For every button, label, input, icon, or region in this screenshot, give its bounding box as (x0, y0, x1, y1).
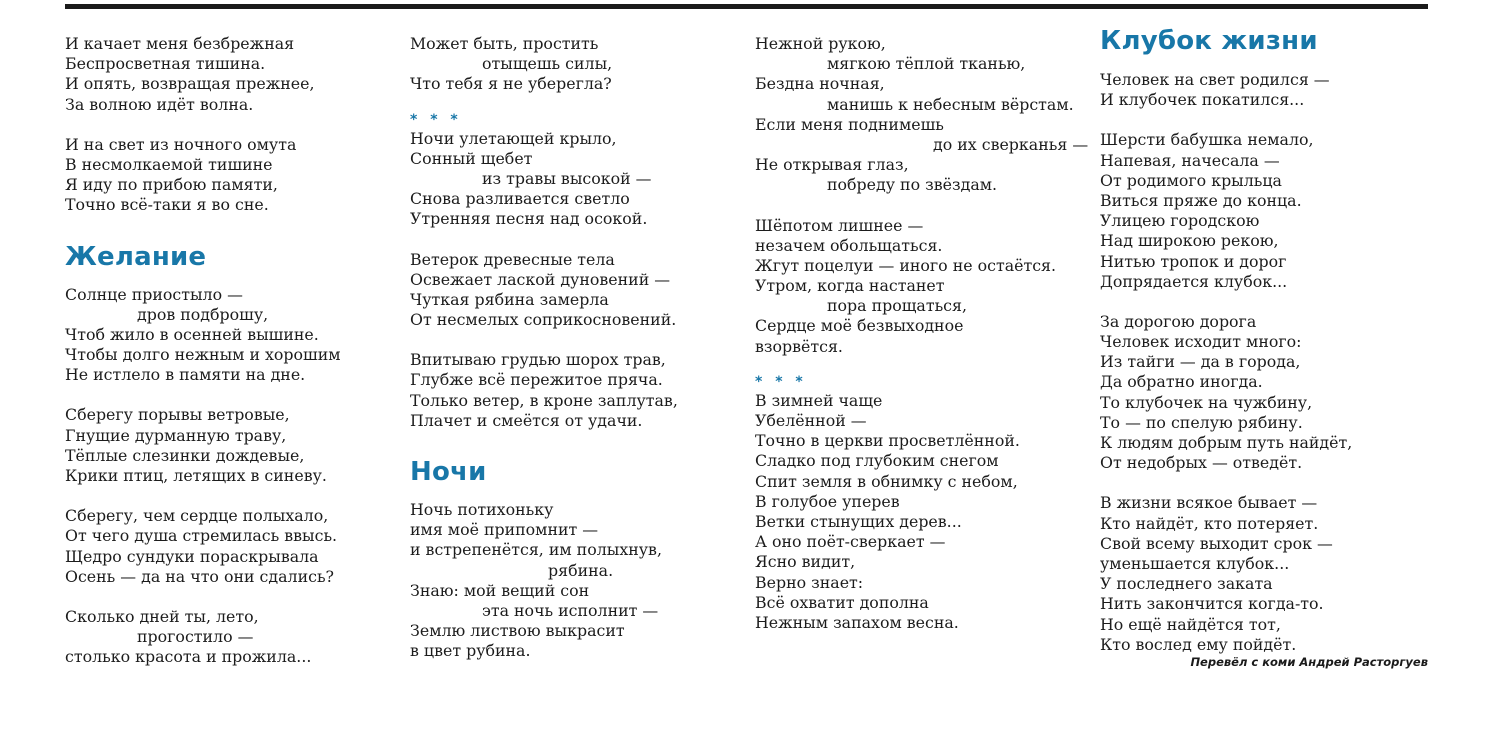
stanza (65, 135, 385, 216)
verse-line: Сердце моё безвыходное (755, 316, 964, 336)
verse-line: отыщешь силы, (482, 54, 613, 74)
verse-line: Тёплые слезинки дождевые, (65, 445, 305, 465)
stanza (410, 250, 730, 331)
verse-line: Землю листвою выкрасит (410, 621, 625, 641)
verse-line: прогостило — (137, 627, 254, 647)
verse-line: мягкою тёплой тканью, (827, 54, 1026, 74)
verse-line: Глубже всё пережитое пряча. (410, 370, 663, 390)
stanza (65, 405, 385, 486)
verse-line: столько красота и прожила... (65, 647, 312, 667)
verse-line: За волною идёт волна. (65, 94, 254, 114)
poem-column-1 (65, 34, 385, 668)
verse-line: Гнущие дурманную траву, (65, 425, 287, 445)
verse-line: В голубое уперев (755, 491, 900, 511)
verse-line: И качает меня безбрежная (65, 34, 295, 53)
verse-line: Освежает лаской дуновений — (410, 269, 671, 289)
verse-line: Допрядается клубок... (1100, 271, 1288, 291)
verse-line: Ночи улетающей крыло, (410, 128, 617, 148)
verse-line: пора прощаться, (827, 296, 968, 316)
stanza (755, 34, 1090, 196)
verse-line: И на свет из ночного омута (65, 134, 297, 154)
poem-title-klubok-zhizni: Клубок жизни (1100, 26, 1318, 56)
poem-title-nochi: Ночи (410, 457, 487, 487)
verse-line: От несмелых соприкосновений. (410, 310, 677, 330)
verse-line: Не открывая глаз, (755, 155, 909, 175)
stanza (410, 350, 730, 431)
verse-line: Не истлело в памяти на дне. (65, 365, 306, 385)
verse-line: Утренняя песня над осокой. (410, 209, 648, 229)
verse-line: Кто вослед ему пойдёт. (1100, 634, 1297, 654)
verse-line: Всё охватит дополна (755, 592, 929, 612)
verse-line: Только ветер, в кроне заплутав, (410, 390, 678, 410)
verse-line: до их сверканья — (933, 134, 1089, 154)
verse-line: От чего душа стремилась ввысь. (65, 526, 338, 546)
stanza (410, 129, 730, 230)
verse-line: Напевая, начесала — (1100, 150, 1280, 170)
top-rule (65, 4, 1428, 9)
verse-line: То клубочек на чужбину, (1100, 392, 1313, 412)
stanza (1100, 130, 1430, 292)
stanza (65, 506, 385, 587)
poem-title-zhelanie: Желание (65, 241, 207, 272)
verse-line: имя моё припомнит — (410, 520, 599, 540)
verse-line: То — по спелую рябину. (1100, 412, 1303, 432)
poem-column-4 (1100, 26, 1430, 655)
verse-line: Убелённой — (755, 411, 867, 430)
verse-line: Чтобы долго нежным и хорошим (65, 345, 341, 365)
verse-line: Верно знает: (755, 572, 864, 592)
verse-line: из травы высокой — (482, 168, 652, 188)
verse-line: А оно поёт-сверкает — (755, 532, 946, 552)
verse-line: Человек исходит много: (1100, 332, 1302, 352)
verse-line: В зимней чаще (755, 390, 883, 410)
verse-line: Кто найдёт, кто потеряет. (1100, 513, 1319, 533)
stanza (1100, 493, 1430, 655)
verse-line: Сколько дней ты, лето, (65, 606, 259, 626)
verse-line: Шёпотом лишнее — (755, 215, 924, 235)
verse-line: Что тебя я не уберегла? (410, 74, 612, 94)
verse-line: Щедро сундуки пораскрывала (65, 546, 319, 566)
verse-line: От недобрых — отведёт. (1100, 453, 1303, 473)
verse-line: В жизни всякое бывает — (1100, 493, 1318, 513)
verse-line: К людям добрым путь найдёт, (1100, 433, 1353, 452)
verse-line: Сберегу порывы ветровые, (65, 405, 290, 425)
verse-line: Крики птиц, летящих в синеву. (65, 466, 327, 485)
poem-column-2 (410, 34, 730, 662)
verse-line: В несмолкаемой тишине (65, 154, 273, 174)
verse-line: Знаю: мой вещий сон (410, 580, 590, 600)
verse-line: Солнце приостыло — (65, 284, 243, 304)
verse-line: Свой всему выходит срок — (1100, 533, 1333, 553)
verse-line: Ветерок древесные тела (410, 249, 615, 269)
verse-line: Если меня поднимешь (755, 114, 944, 134)
verse-line: Бездна ночная, (755, 74, 885, 94)
verse-line: Утром, когда настанет (755, 276, 945, 296)
verse-line: Над широкою рекою, (1100, 231, 1279, 251)
verse-line: Точно в церкви просветлённой. (755, 431, 1020, 451)
stanza (65, 285, 385, 386)
stanza (65, 34, 385, 115)
verse-line: Нитью тропок и дорог (1100, 251, 1287, 271)
verse-line: У последнего заката (1100, 574, 1273, 594)
verse-line: Плачет и смеётся от удачи. (410, 410, 643, 430)
stanza (410, 500, 730, 662)
verse-line: Чтоб жило в осенней вышине. (65, 324, 319, 344)
verse-line: дров подброшу, (137, 304, 269, 324)
verse-line: Может быть, простить (410, 34, 599, 53)
verse-line: От родимого крыльца (1100, 170, 1282, 190)
poem-column-3 (755, 34, 1090, 633)
verse-line: И клубочек покатился... (1100, 90, 1305, 110)
section-divider-stars: * * * (410, 111, 462, 128)
stanza (1100, 312, 1430, 474)
verse-line: Человек на свет родился — (1100, 70, 1330, 89)
verse-line: незачем обольщаться. (755, 235, 943, 255)
verse-line: уменьшается клубок... (1100, 553, 1290, 573)
verse-line: Ясно видит, (755, 552, 856, 572)
verse-line: побреду по звёздам. (827, 175, 998, 195)
verse-line: Сонный щебет (410, 148, 533, 168)
verse-line: Ветки стынущих дерев... (755, 511, 962, 531)
section-divider-stars: * * * (755, 373, 807, 390)
verse-line: Нежной рукою, (755, 34, 886, 53)
verse-line: взорвётся. (755, 336, 843, 356)
verse-line: Ночь потихоньку (410, 500, 554, 519)
verse-line: Но ещё найдётся тот, (1100, 614, 1281, 634)
stanza (755, 216, 1090, 357)
verse-line: манишь к небесным вёрстам. (827, 94, 1074, 114)
stanza (755, 391, 1090, 633)
verse-line: Осень — да на что они сдались? (65, 566, 335, 586)
verse-line: Сберегу, чем сердце полыхало, (65, 506, 329, 526)
verse-line: Жгут поцелуи — иного не остаётся. (755, 255, 1057, 275)
verse-line: и встрепенётся, им полыхнув, (410, 540, 662, 560)
verse-line: Улицею городскою (1100, 211, 1260, 231)
stanza (1100, 70, 1430, 110)
verse-line: Да обратно иногда. (1100, 372, 1263, 392)
stanza (410, 34, 730, 95)
verse-line: Снова разливается светло (410, 189, 630, 209)
verse-line: Шерсти бабушка немало, (1100, 130, 1314, 150)
verse-line: Впитываю грудью шорох трав, (410, 350, 666, 370)
stanza (65, 607, 385, 668)
verse-line: Спит земля в обнимку с небом, (755, 471, 1018, 491)
verse-line: в цвет рубина. (410, 641, 531, 661)
verse-line: Нить закончится когда-то. (1100, 594, 1324, 614)
verse-line: Точно всё-таки я во сне. (65, 195, 269, 215)
verse-line: За дорогою дорога (1100, 311, 1257, 331)
verse-line: эта ночь исполнит — (482, 600, 659, 620)
verse-line: рябина. (548, 560, 614, 580)
verse-line: Нежным запахом весна. (755, 612, 959, 632)
translator-credit: Перевёл с коми Андрей Расторгуев (1190, 655, 1428, 669)
verse-line: Из тайги — да в города, (1100, 352, 1301, 372)
verse-line: Сладко под глубоким снегом (755, 451, 999, 471)
verse-line: Виться пряже до конца. (1100, 190, 1302, 210)
verse-line: И опять, возвращая прежнее, (65, 74, 315, 94)
verse-line: Чуткая рябина замерла (410, 289, 609, 309)
verse-line: Беспросветная тишина. (65, 54, 266, 74)
verse-line: Я иду по прибою памяти, (65, 175, 278, 195)
